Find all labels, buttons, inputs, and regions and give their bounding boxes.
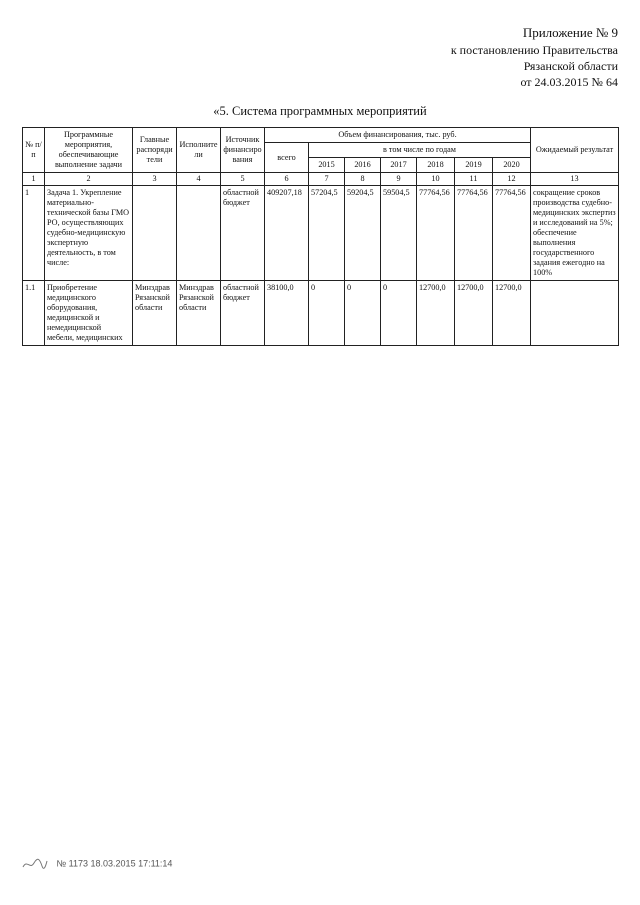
column-index: 3 bbox=[133, 173, 177, 186]
scan-mark-text: № 1173 18.03.2015 17:11:14 bbox=[56, 858, 173, 869]
column-index: 9 bbox=[381, 173, 417, 186]
source-cell: областной бюджет bbox=[221, 186, 265, 281]
row-number: 1.1 bbox=[23, 281, 45, 346]
result-cell bbox=[531, 281, 619, 346]
col-header-total: всего bbox=[265, 143, 309, 173]
column-index: 13 bbox=[531, 173, 619, 186]
appendix-line-3: от 24.03.2015 № 64 bbox=[520, 74, 618, 89]
program-measures-table bbox=[22, 127, 619, 346]
appendix-header bbox=[352, 24, 618, 90]
column-index: 5 bbox=[221, 173, 265, 186]
column-index: 8 bbox=[345, 173, 381, 186]
year-2015-cell: 57204,5 bbox=[309, 186, 345, 281]
col-header-source: Источник финансирования bbox=[221, 128, 265, 173]
column-index: 12 bbox=[493, 173, 531, 186]
col-header-executors: Исполнители bbox=[177, 128, 221, 173]
table-row bbox=[23, 186, 619, 281]
header-row-1 bbox=[23, 128, 619, 143]
year-2018-cell: 77764,56 bbox=[417, 186, 455, 281]
year-2018-cell: 12700,0 bbox=[417, 281, 455, 346]
year-2019-cell: 12700,0 bbox=[455, 281, 493, 346]
appendix-line-2: Рязанской области bbox=[523, 58, 618, 73]
year-2015-cell: 0 bbox=[309, 281, 345, 346]
table-row bbox=[23, 281, 619, 346]
col-header-year: 2015 bbox=[309, 158, 345, 173]
year-2017-cell: 0 bbox=[381, 281, 417, 346]
year-2020-cell: 12700,0 bbox=[493, 281, 531, 346]
col-header-year: 2020 bbox=[493, 158, 531, 173]
col-header-by-year: в том числе по годам bbox=[309, 143, 531, 158]
result-cell: сокращение сроков производства судебно-медицинских экспертиз и исследований на 5%; обеспечение выполнения государственного задания ежегодно на 100% bbox=[531, 186, 619, 281]
year-2016-cell: 0 bbox=[345, 281, 381, 346]
column-index: 6 bbox=[265, 173, 309, 186]
total-cell: 409207,18 bbox=[265, 186, 309, 281]
col-header-num: № п/п bbox=[23, 128, 45, 173]
scan-registration-mark bbox=[22, 857, 172, 871]
section-title: «5. Система программных мероприятий bbox=[213, 104, 427, 119]
managers-cell bbox=[133, 186, 177, 281]
measure-text: Приобретение медицинского оборудования, медицинской и немедицинской мебели, медицинских bbox=[45, 281, 133, 346]
column-index: 2 bbox=[45, 173, 133, 186]
column-index: 7 bbox=[309, 173, 345, 186]
col-header-funding: Объем финансирования, тыс. руб. bbox=[265, 128, 531, 143]
column-index: 10 bbox=[417, 173, 455, 186]
year-2016-cell: 59204,5 bbox=[345, 186, 381, 281]
col-header-year: 2018 bbox=[417, 158, 455, 173]
executors-cell bbox=[177, 186, 221, 281]
column-index-row bbox=[23, 173, 619, 186]
column-index: 4 bbox=[177, 173, 221, 186]
col-header-year: 2019 bbox=[455, 158, 493, 173]
year-2017-cell: 59504,5 bbox=[381, 186, 417, 281]
col-header-year: 2016 bbox=[345, 158, 381, 173]
appendix-number: Приложение № 9 bbox=[522, 25, 618, 40]
year-2019-cell: 77764,56 bbox=[455, 186, 493, 281]
col-header-measure: Программные мероприятия, обеспечивающие выполнение задачи bbox=[45, 128, 133, 173]
row-number: 1 bbox=[23, 186, 45, 281]
managers-cell: Минздрав Рязанской области bbox=[133, 281, 177, 346]
total-cell: 38100,0 bbox=[265, 281, 309, 346]
col-header-year: 2017 bbox=[381, 158, 417, 173]
col-header-managers: Главные распорядители bbox=[133, 128, 177, 173]
measure-text: Задача 1. Укрепление материально-технической базы ГМО РО, осуществляющих судебно-медицинскую экспертную деятельность, в том числе: bbox=[45, 186, 133, 281]
signature-scribble-icon bbox=[22, 857, 48, 871]
year-2020-cell: 77764,56 bbox=[493, 186, 531, 281]
column-index: 1 bbox=[23, 173, 45, 186]
col-header-result: Ожидаемый результат bbox=[531, 128, 619, 173]
source-cell: областной бюджет bbox=[221, 281, 265, 346]
executors-cell: Минздрав Рязанской области bbox=[177, 281, 221, 346]
appendix-line-1: к постановлению Правительства bbox=[450, 42, 618, 57]
column-index: 11 bbox=[455, 173, 493, 186]
